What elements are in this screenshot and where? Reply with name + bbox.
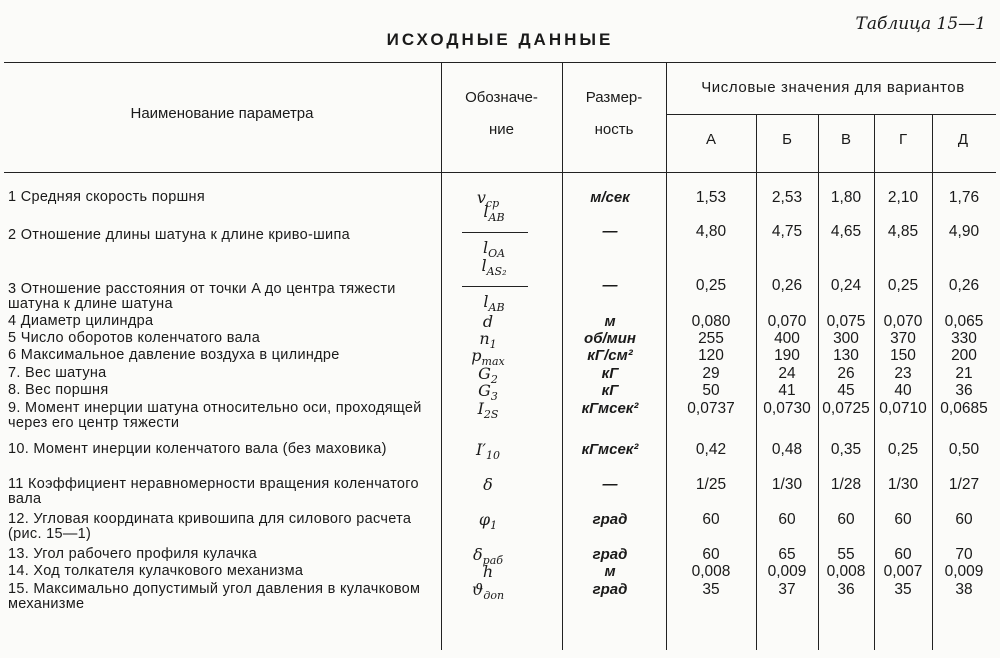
row-11-value-1: 1/25 — [695, 476, 727, 493]
row-2-symbol-denominator: $l_{OA}$ — [482, 238, 506, 261]
row-11-unit: — — [602, 476, 618, 493]
row-4-value-5: 0,065 — [944, 313, 984, 330]
row-14-value-1: 0,008 — [691, 563, 731, 580]
header-values: Числовые значения для вариантов — [701, 79, 965, 96]
row-13-unit: град — [592, 546, 628, 563]
row-15-value-3: 36 — [837, 581, 855, 598]
row-3-value-5: 0,26 — [948, 277, 980, 294]
row-1-unit: м/сек — [590, 189, 630, 206]
row-14-unit: м — [604, 563, 616, 580]
row-6-value-5: 200 — [951, 347, 977, 364]
row-2-value-3: 4,65 — [830, 223, 862, 240]
row-5-unit: об/мин — [584, 330, 636, 347]
row-4-value-4: 0,070 — [883, 313, 923, 330]
variants-rule — [666, 114, 996, 115]
row-2-value-2: 4,75 — [771, 223, 803, 240]
row-1-symbol-base: v — [476, 188, 486, 207]
row-7-unit: кГ — [601, 365, 619, 382]
row-1-symbol-sub: ср — [485, 197, 500, 211]
row-14-value-3: 0,008 — [826, 563, 866, 580]
row-13-value-2: 65 — [778, 546, 796, 563]
row-5-value-4: 370 — [890, 330, 916, 347]
row-8-value-3: 45 — [837, 382, 855, 399]
row-6-value-4: 150 — [890, 347, 916, 364]
row-1-value-4: 2,10 — [887, 189, 919, 206]
row-6-symbol-sub: max — [481, 355, 505, 369]
row-9-symbol-sub: 2S — [483, 408, 499, 422]
row-12-value-2: 60 — [778, 511, 796, 528]
header-symbol-line1: Обозначе- — [465, 89, 538, 106]
row-10-value-3: 0,35 — [830, 441, 862, 458]
header-unit-line2: ность — [594, 121, 634, 138]
row-14-value-5: 0,009 — [944, 563, 984, 580]
row-14-value-4: 0,007 — [883, 563, 923, 580]
row-1-value-1: 1,53 — [695, 189, 727, 206]
row-4-name: 4 Диаметр цилиндра — [8, 313, 154, 329]
header-unit-line1: Размер- — [585, 89, 643, 106]
header-variant-a: А — [705, 131, 716, 148]
row-10-value-1: 0,42 — [695, 441, 727, 458]
row-12-unit: град — [592, 511, 628, 528]
row-15-value-2: 37 — [778, 581, 796, 598]
row-8-value-2: 41 — [778, 382, 796, 399]
row-7-symbol-base: G — [478, 364, 491, 383]
row-3-symbol-numerator: $l_{AS_2}$ — [481, 256, 507, 279]
top-rule — [4, 62, 996, 63]
row-4-value-2: 0,070 — [767, 313, 807, 330]
row-12-value-1: 60 — [702, 511, 720, 528]
row-6-value-1: 120 — [698, 347, 724, 364]
row-4-value-1: 0,080 — [691, 313, 731, 330]
row-3-value-1: 0,25 — [695, 277, 727, 294]
row-8-symbol-base: G — [478, 381, 491, 400]
header-variant-g: Г — [898, 131, 908, 148]
row-1-value-3: 1,80 — [830, 189, 862, 206]
row-3-unit: — — [602, 277, 618, 294]
row-8-value-5: 36 — [955, 382, 973, 399]
row-15-name: 15. Максимально допустимый угол давления в кулачковом механизме — [8, 581, 421, 612]
row-15-symbol-base: ϑ — [471, 580, 484, 599]
row-11-value-3: 1/28 — [830, 476, 862, 493]
row-8-value-1: 50 — [702, 382, 720, 399]
row-4-symbol — [440, 314, 536, 329]
row-10-name: 10. Момент инерции коленчатого вала (без маховика) — [8, 441, 387, 457]
row-3-value-3: 0,24 — [830, 277, 862, 294]
row-3-name: 3 Отношение расстояния от точки A до центра тяжести шатуна к длине шатуна — [8, 281, 396, 312]
row-13-value-3: 55 — [837, 546, 855, 563]
table-label: Таблица 15—1 — [855, 14, 986, 34]
row-14-symbol-base: h — [482, 562, 494, 581]
row-10-symbol-sub: 10 — [485, 449, 500, 463]
row-4-unit: м — [604, 313, 616, 330]
row-5-value-2: 400 — [774, 330, 800, 347]
row-5-value-5: 330 — [951, 330, 977, 347]
row-4-value-3: 0,075 — [826, 313, 866, 330]
row-12-name: 12. Угловая координата кривошипа для силового расчета (рис. 15—1) — [8, 511, 412, 542]
row-5-value-1: 255 — [698, 330, 724, 347]
row-1-value-2: 2,53 — [771, 189, 803, 206]
row-2-symbol-numerator: $l_{AB}$ — [483, 202, 505, 225]
page-title: ИСХОДНЫЕ ДАННЫЕ — [386, 30, 614, 49]
row-8-unit: кГ — [601, 382, 619, 399]
row-9-value-5: 0,0685 — [940, 400, 988, 417]
row-7-value-3: 26 — [837, 365, 855, 382]
row-14-name: 14. Ход толкателя кулачкового механизма — [8, 563, 304, 579]
row-6-name: 6 Максимальное давление воздуха в цилиндре — [8, 347, 340, 363]
row-10-unit: кГмсек² — [581, 441, 639, 458]
row-9-name: 9. Момент инерции шатуна относительно оси, проходящей через его центр тяжести — [8, 400, 422, 431]
row-12-symbol-sub: 1 — [490, 519, 498, 533]
row-12-symbol — [440, 512, 536, 533]
row-13-symbol-sub: раб — [482, 554, 503, 568]
row-7-name: 7. Вес шатуна — [8, 365, 107, 381]
row-13-value-5: 70 — [955, 546, 973, 563]
row-7-value-1: 29 — [702, 365, 720, 382]
row-15-value-1: 35 — [702, 581, 720, 598]
row-3-value-4: 0,25 — [887, 277, 919, 294]
row-9-value-1: 0,0737 — [687, 400, 735, 417]
row-9-symbol — [440, 401, 536, 422]
header-bottom-rule — [4, 172, 996, 173]
row-15-symbol — [440, 582, 536, 603]
row-15-value-5: 38 — [955, 581, 973, 598]
row-3-fraction-bar — [462, 286, 528, 287]
row-7-symbol-sub: 2 — [490, 373, 498, 387]
row-9-unit: кГмсек² — [581, 400, 639, 417]
row-15-value-4: 35 — [894, 581, 912, 598]
row-11-value-2: 1/30 — [771, 476, 803, 493]
row-2-value-4: 4,85 — [887, 223, 919, 240]
row-4-symbol-base: d — [482, 312, 494, 331]
row-10-value-5: 0,50 — [948, 441, 980, 458]
row-10-symbol-base: I′ — [476, 440, 486, 459]
row-2-value-5: 4,90 — [948, 223, 980, 240]
row-9-symbol-base: I — [477, 399, 484, 418]
row-5-value-3: 300 — [833, 330, 859, 347]
row-2-name: 2 Отношение длины шатуна к длине криво-шипа — [8, 227, 350, 243]
row-9-value-3: 0,0725 — [822, 400, 870, 417]
row-12-symbol-base: φ — [478, 510, 491, 529]
row-9-value-4: 0,0710 — [879, 400, 927, 417]
row-3-value-2: 0,26 — [771, 277, 803, 294]
row-5-symbol-base: n — [479, 329, 490, 348]
row-10-value-4: 0,25 — [887, 441, 919, 458]
header-variant-v: В — [840, 131, 851, 148]
row-11-symbol — [440, 477, 536, 492]
row-7-value-2: 24 — [778, 365, 796, 382]
row-10-value-2: 0,48 — [771, 441, 803, 458]
row-12-value-5: 60 — [955, 511, 973, 528]
header-variant-d: Д — [957, 131, 969, 148]
row-5-name: 5 Число оборотов коленчатого вала — [8, 330, 261, 346]
row-15-unit: град — [592, 581, 628, 598]
row-6-value-3: 130 — [833, 347, 859, 364]
row-13-symbol-base: δ — [473, 545, 483, 564]
row-6-symbol-base: p — [471, 346, 482, 365]
row-12-value-4: 60 — [894, 511, 912, 528]
row-11-value-5: 1/27 — [948, 476, 980, 493]
row-2-unit: — — [602, 223, 618, 240]
row-3-symbol-denominator: $l_{AB}$ — [483, 292, 505, 315]
row-7-value-5: 21 — [955, 365, 973, 382]
row-2-value-1: 4,80 — [695, 223, 727, 240]
row-5-symbol-sub: 1 — [489, 338, 497, 352]
header-symbol-line2: ние — [488, 121, 514, 138]
row-10-symbol — [440, 442, 536, 463]
row-11-symbol-base: δ — [483, 475, 493, 494]
header-variant-b: Б — [782, 131, 792, 148]
row-8-symbol-sub: 3 — [490, 390, 498, 404]
row-13-value-1: 60 — [702, 546, 720, 563]
row-6-unit: кГ/см² — [587, 347, 633, 364]
row-11-value-4: 1/30 — [887, 476, 919, 493]
row-8-value-4: 40 — [894, 382, 912, 399]
row-8-name: 8. Вес поршня — [8, 382, 109, 398]
row-15-symbol-sub: доп — [483, 589, 505, 603]
row-7-value-4: 23 — [894, 365, 912, 382]
row-6-value-2: 190 — [774, 347, 800, 364]
row-1-value-5: 1,76 — [948, 189, 980, 206]
row-13-name: 13. Угол рабочего профиля кулачка — [8, 546, 257, 562]
row-11-name: 11 Коэффициент неравномерности вращения коленчатого вала — [8, 476, 419, 507]
row-12-value-3: 60 — [837, 511, 855, 528]
row-14-value-2: 0,009 — [767, 563, 807, 580]
row-1-name: 1 Средняя скорость поршня — [8, 189, 205, 205]
header-name: Наименование параметра — [130, 105, 314, 122]
row-13-value-4: 60 — [894, 546, 912, 563]
row-9-value-2: 0,0730 — [763, 400, 811, 417]
row-2-fraction-bar — [462, 232, 528, 233]
row-14-symbol — [440, 564, 536, 579]
